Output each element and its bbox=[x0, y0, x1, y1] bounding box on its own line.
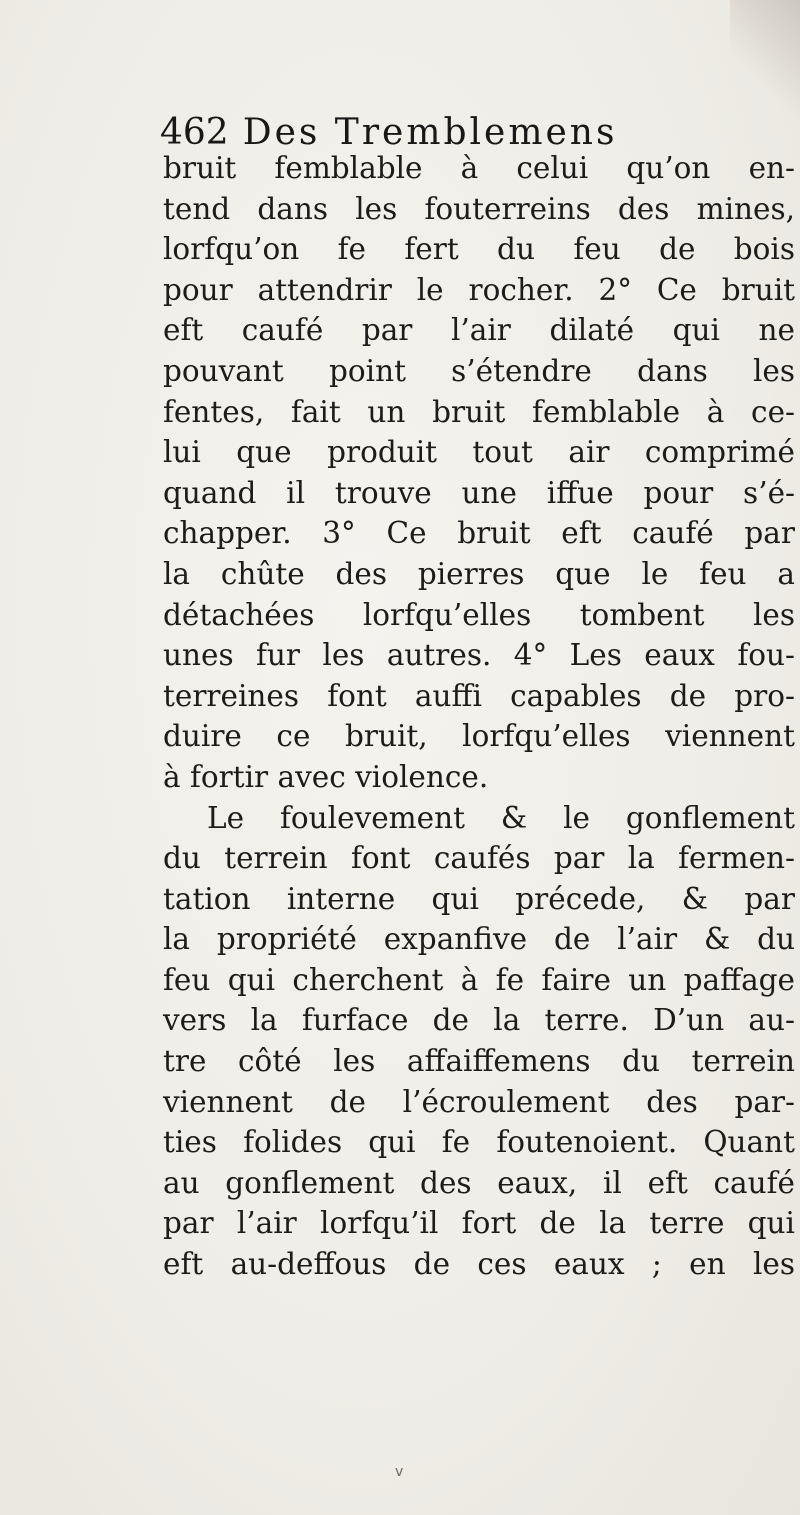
text-line: par l’air lorfqu’il fort de la terre qui bbox=[163, 1206, 795, 1241]
page-corner-shadow bbox=[730, 0, 800, 140]
text-line: vers la furface de la terre. D’un au- bbox=[163, 1003, 795, 1038]
text-line: du terrein font caufés par la fermen- bbox=[163, 841, 795, 876]
text-line: feu qui cherchent à fe faire un paffage bbox=[163, 962, 795, 997]
footer-mark: v bbox=[395, 1464, 404, 1480]
text-line: tre côté les affaiffemens du terrein bbox=[163, 1044, 795, 1079]
text-line: unes fur les autres. 4° Les eaux fou- bbox=[163, 638, 795, 673]
text-line: pour attendrir le rocher. 2° Ce bruit bbox=[163, 272, 795, 307]
running-head bbox=[160, 112, 617, 153]
text-line: eft au-deffous de ces eaux ; en les bbox=[163, 1247, 795, 1282]
text-line: lorfqu’on fe fert du feu de bois bbox=[163, 232, 795, 267]
text-line: eft caufé par l’air dilaté qui ne bbox=[163, 313, 795, 348]
text-line: terreines font auffi capables de pro- bbox=[163, 678, 795, 713]
text-line: tend dans les fouterreins des mines, bbox=[163, 191, 795, 226]
text-line: bruit femblable à celui qu’on en- bbox=[163, 151, 795, 185]
text-line: tation interne qui précede, & par bbox=[163, 881, 795, 916]
text-line: au gonflement des eaux, il eft caufé bbox=[163, 1165, 795, 1200]
text-line: chapper. 3° Ce bruit eft caufé par bbox=[163, 516, 795, 551]
text-line: viennent de l’écroulement des par- bbox=[163, 1084, 795, 1119]
paragraph-start-line: Le foulevement & le gonflement bbox=[207, 800, 795, 835]
text-line: duire ce bruit, lorfqu’elles viennent bbox=[163, 719, 795, 754]
text-line: pouvant point s’étendre dans les bbox=[163, 353, 795, 388]
text-line: quand il trouve une iffue pour s’é- bbox=[163, 475, 795, 510]
text-line: détachées lorfqu’elles tombent les bbox=[163, 597, 795, 632]
text-line: ties folides qui fe foutenoient. Quant bbox=[163, 1125, 795, 1160]
text-line: la propriété expanfive de l’air & du bbox=[163, 922, 795, 957]
body-text bbox=[163, 148, 795, 1285]
page-number: 462 bbox=[160, 112, 229, 153]
text-line: lui que produit tout air comprimé bbox=[163, 435, 795, 470]
text-line: fentes, fait un bruit femblable à ce- bbox=[163, 394, 795, 429]
text-line: la chûte des pierres que le feu a bbox=[163, 556, 795, 591]
running-title: Des Tremblemens bbox=[242, 112, 618, 153]
text-line: à fortir avec violence. bbox=[163, 759, 489, 794]
